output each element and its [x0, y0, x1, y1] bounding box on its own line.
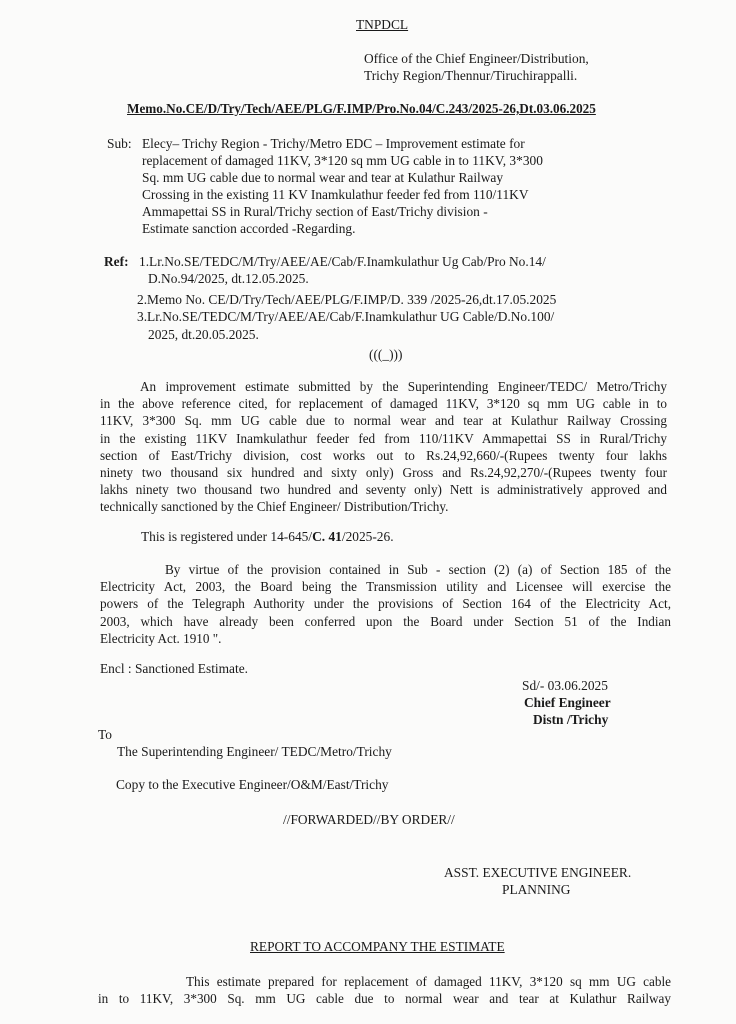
forwarded-line: //FORWARDED//BY ORDER// — [283, 812, 455, 827]
enclosure-line: Encl : Sanctioned Estimate. — [100, 661, 249, 676]
subject-line: Crossing in the existing 11 KV Inamkulathur feeder fed from 110/11KV — [142, 187, 529, 202]
para-line: 2003, which have already been conferred upon the Board under Section 51 of the Indian — [100, 613, 671, 629]
registered-number: C. 41 — [312, 529, 342, 544]
subject-line: Elecy– Trichy Region - Trichy/Metro EDC – Improvement estimate for — [142, 136, 525, 151]
office-line-2: Trichy Region/Thennur/Tiruchirappalli. — [364, 68, 578, 83]
to-recipient: The Superintending Engineer/ TEDC/Metro/Trichy — [117, 744, 392, 759]
reference-item-3-cont: 2025, dt.20.05.2025. — [148, 327, 259, 342]
para-line: in the existing 11KV Inamkulathur feeder fed from 110/11KV Ammapettai SS in Rural/Trichy — [100, 430, 667, 446]
memo-number: Memo.No.CE/D/Try/Tech/AEE/PLG/F.IMP/Pro.No.04/C.243/2025-26,Dt.03.06.2025 — [127, 101, 596, 116]
separator-mark: (((_))) — [369, 347, 403, 362]
para-line: in to 11KV, 3*300 Sq. mm UG cable due to normal wear and tear at Kulathur Railway — [98, 991, 671, 1007]
asst-dept: PLANNING — [502, 882, 571, 897]
copy-to: Copy to the Executive Engineer/O&M/East/Trichy — [116, 777, 389, 792]
office-line-1: Office of the Chief Engineer/Distribution, — [364, 51, 589, 66]
subject-line: Ammapettai SS in Rural/Trichy section of East/Trichy division - — [142, 204, 488, 219]
registered-suffix: /2025-26. — [341, 529, 394, 544]
subject-line: Sq. mm UG cable due to normal wear and tear at Kulathur Railway — [142, 170, 504, 185]
signature-dept: Distn /Trichy — [533, 712, 609, 727]
to-label: To — [98, 727, 112, 742]
reference-item-3: 3.Lr.No.SE/TEDC/M/Try/AEE/AE/Cab/F.Inamkulathur UG Cable/D.No.100/ — [137, 309, 555, 324]
org-header: TNPDCL — [356, 17, 409, 32]
report-title: REPORT TO ACCOMPANY THE ESTIMATE — [250, 939, 505, 954]
para-line: This estimate prepared for replacement of damaged 11KV, 3*120 sq mm UG cable — [186, 974, 671, 989]
para-line: 11KV, 3*300 Sq. mm UG cable due to normal wear and tear at Kulathur Railway Crossing — [100, 413, 667, 429]
para-line: Electricity Act. 1910 ". — [100, 630, 222, 646]
para-line: By virtue of the provision contained in Sub - section (2) (a) of Section 185 of the — [165, 562, 671, 577]
para-line: section of East/Trichy division, cost works out to Rs.24,92,660/-(Rupees twenty four lakhs — [100, 447, 667, 463]
subject-label: Sub: — [107, 136, 132, 151]
body-paragraph-1 — [100, 378, 667, 516]
subject-line: Estimate sanction accorded -Regarding. — [142, 221, 356, 236]
para-line: Electricity Act, 2003, the Board being the Transmission utility and Licensee will exercise the — [100, 579, 671, 595]
signature-title: Chief Engineer — [524, 695, 611, 710]
reference-label: Ref: — [104, 254, 129, 269]
para-line: ninety two thousand six hundred and sixty only) Gross and Rs.24,92,270/-(Rupees twenty four — [100, 465, 667, 481]
report-paragraph — [98, 973, 671, 1007]
subject-line: replacement of damaged 11KV, 3*120 sq mm UG cable in to 11KV, 3*300 — [142, 153, 543, 168]
reference-item-2: 2.Memo No. CE/D/Try/Tech/AEE/PLG/F.IMP/D. 339 /2025-26,dt.17.05.2025 — [137, 292, 557, 307]
reference-item-1: 1.Lr.No.SE/TEDC/M/Try/AEE/AE/Cab/F.Inamkulathur Ug Cab/Pro No.14/ — [139, 254, 546, 269]
registered-line — [141, 528, 394, 545]
para-line: An improvement estimate submitted by the Superintending Engineer/TEDC/ Metro/Trichy — [140, 379, 667, 394]
body-paragraph-2 — [100, 561, 671, 647]
para-line: in the above reference cited, for replacement of damaged 11KV, 3*120 sq mm UG cable in to — [100, 396, 667, 412]
signature-date: Sd/- 03.06.2025 — [522, 678, 608, 693]
asst-title: ASST. EXECUTIVE ENGINEER. — [444, 865, 632, 880]
reference-item-1-cont: D.No.94/2025, dt.12.05.2025. — [148, 271, 309, 286]
para-line: powers of the Telegraph Authority under the provisions of Section 164 of the Electricity Act, — [100, 596, 671, 612]
para-line: technically sanctioned by the Chief Engineer/ Distribution/Trichy. — [100, 499, 449, 515]
para-line: lakhs ninety two thousand two hundred and seventy only) Nett is administratively approved and — [100, 482, 667, 498]
registered-prefix: This is registered under 14-645/ — [141, 529, 313, 544]
